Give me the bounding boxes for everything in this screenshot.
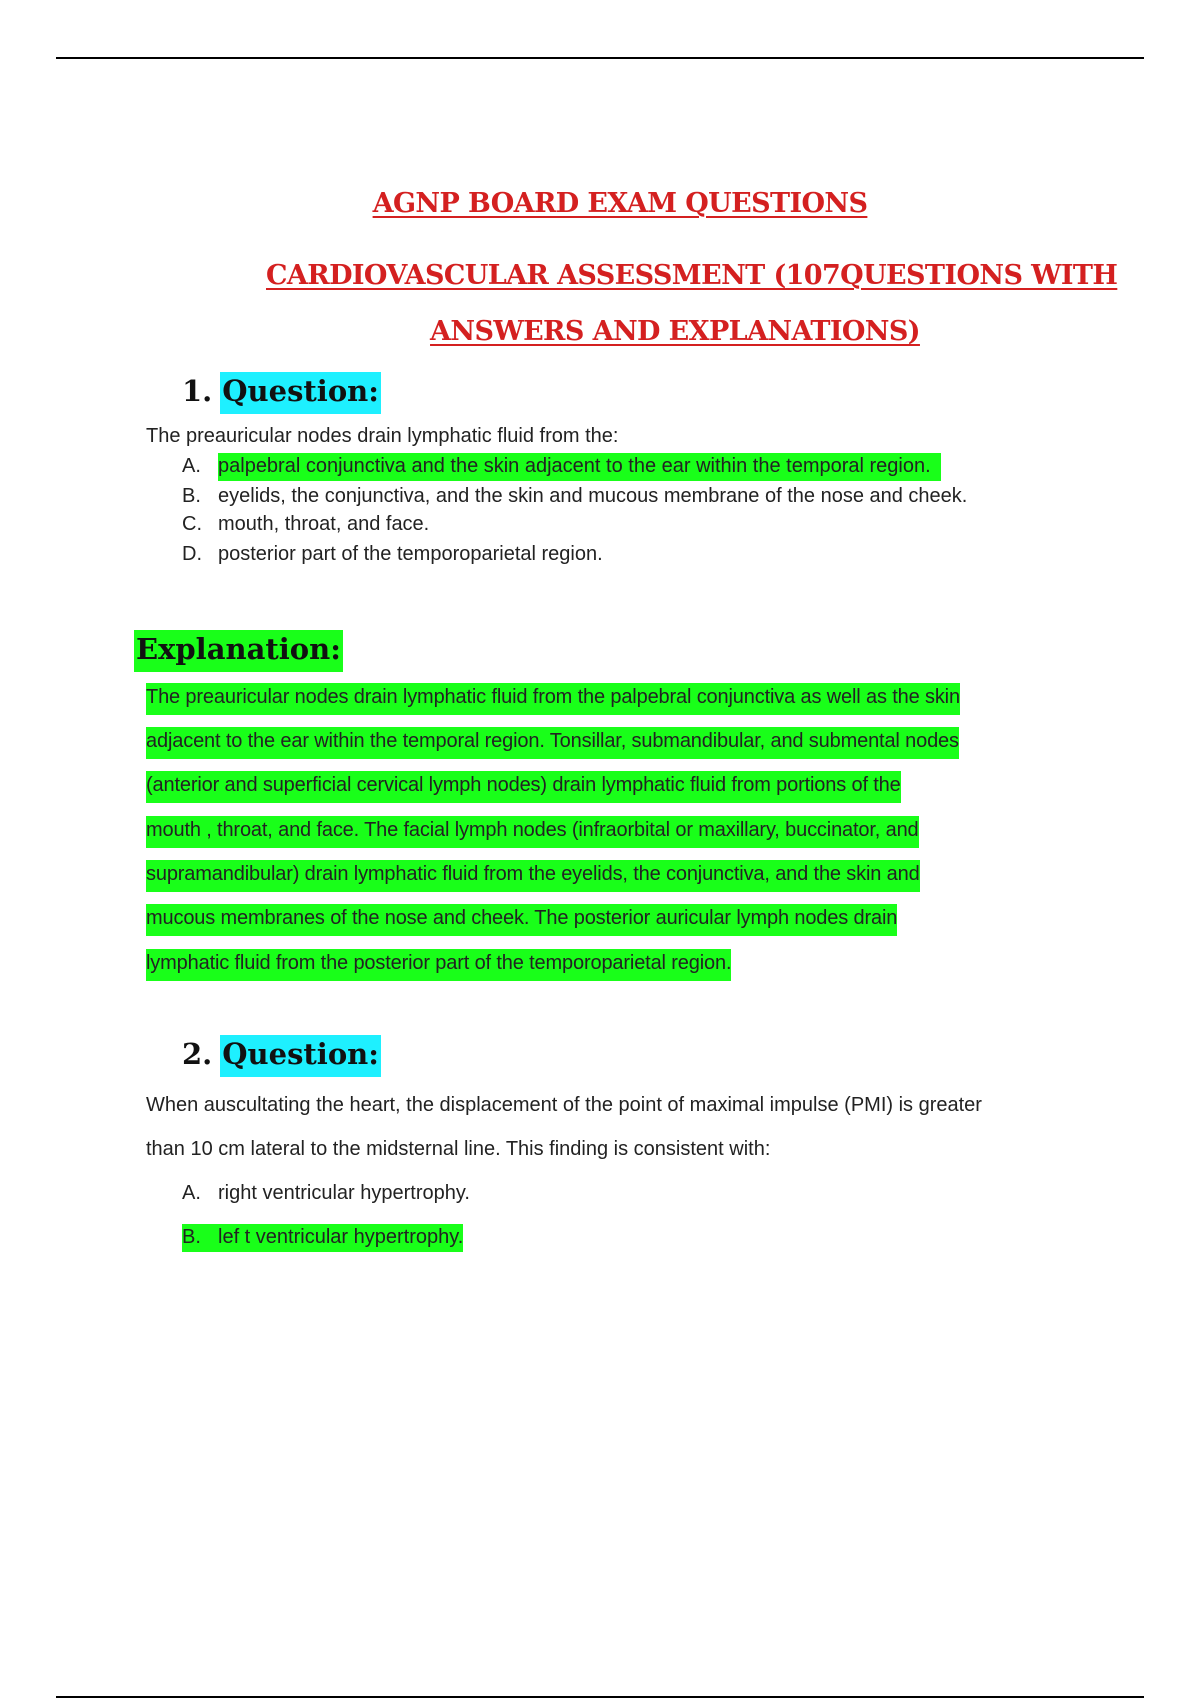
option-text: right ventricular hypertrophy. (218, 1182, 470, 1204)
document-title-line-1: AGNP BOARD EXAM QUESTIONS (372, 188, 868, 219)
explanation-line: adjacent to the ear within the temporal region. Tonsillar, submandibular, and submental nodes (146, 727, 959, 759)
option-text-correct: palpebral conjunctiva and the skin adjacent to the ear within the temporal region. (218, 453, 941, 481)
question-1-option-c (182, 513, 429, 536)
explanation-heading: Explanation: (134, 630, 343, 672)
top-rule (56, 57, 1144, 59)
question-2-label: Question: (220, 1035, 381, 1077)
question-2-heading (182, 1037, 381, 1071)
option-text-correct: lef t ventricular hypertrophy. (218, 1226, 464, 1248)
explanation-line: mouth , throat, and face. The facial lymph nodes (infraorbital or maxillary, buccinator, and (146, 816, 919, 848)
option-letter: A. (182, 1182, 201, 1204)
question-1-heading (182, 374, 381, 408)
explanation-line: (anterior and superficial cervical lymph nodes) drain lymphatic fluid from portions of the (146, 771, 901, 803)
question-1-stem: The preauricular nodes drain lymphatic fluid from the: (146, 425, 619, 447)
option-letter: D. (182, 543, 202, 565)
explanation-line: mucous membranes of the nose and cheek. The posterior auricular lymph nodes drain (146, 904, 897, 936)
question-2-number: 2. (182, 1037, 213, 1071)
option-letter: B. (182, 485, 201, 507)
option-letter: C. (182, 513, 202, 535)
option-letter: B. (182, 1226, 201, 1248)
question-1-label: Question: (220, 372, 381, 414)
document-title-line-2: CARDIOVASCULAR ASSESSMENT (107QUESTIONS WITH (266, 260, 1118, 291)
option-text: eyelids, the conjunctiva, and the skin and mucous membrane of the nose and cheek. (218, 485, 968, 507)
question-2-stem-line-2: than 10 cm lateral to the midsternal line. This finding is consistent with: (146, 1138, 771, 1160)
question-1-option-b (182, 485, 967, 508)
explanation-line: The preauricular nodes drain lymphatic fluid from the palpebral conjunctiva as well as the skin (146, 683, 960, 715)
document-title-line-3: ANSWERS AND EXPLANATIONS) (430, 316, 920, 347)
option-text: posterior part of the temporoparietal region. (218, 543, 603, 565)
question-2-stem-line-1: When auscultating the heart, the displacement of the point of maximal impulse (PMI) is greater (146, 1094, 982, 1116)
explanation-line: supramandibular) drain lymphatic fluid from the eyelids, the conjunctiva, and the skin and (146, 860, 920, 892)
option-text: mouth, throat, and face. (218, 513, 430, 535)
option-letter: A. (182, 455, 201, 477)
question-2-option-b (182, 1226, 463, 1249)
bottom-rule (56, 1696, 1144, 1698)
question-1-option-d (182, 543, 603, 566)
question-1-option-a (182, 455, 941, 478)
question-1-number: 1. (182, 374, 213, 408)
explanation-line: lymphatic fluid from the posterior part of the temporoparietal region. (146, 949, 731, 981)
question-2-option-a (182, 1182, 470, 1205)
